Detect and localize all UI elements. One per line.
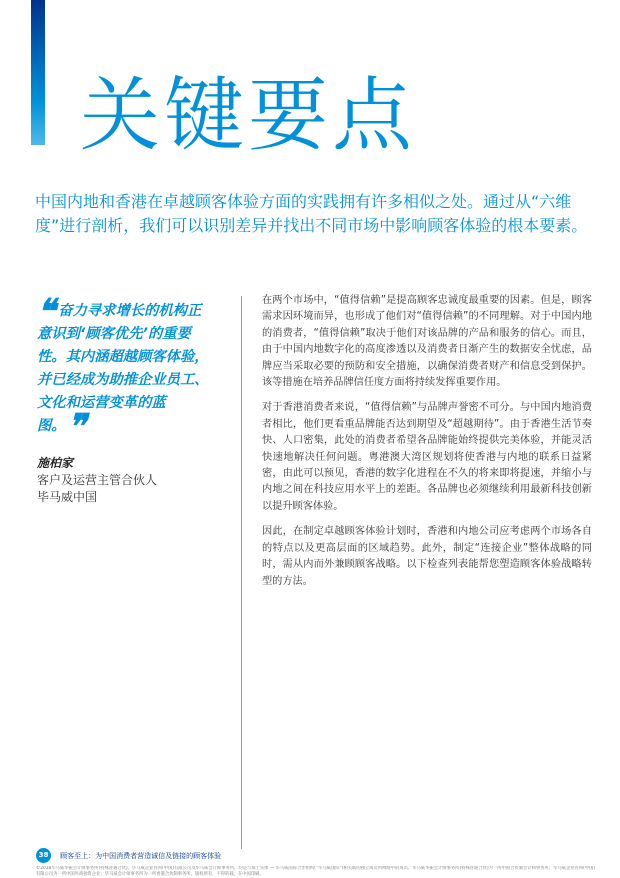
body-paragraph: 在两个市场中，“值得信赖”是提高顾客忠诚度最重要的因素。但是，顾客需求因环境而异，也形成了他们对“值得信赖”的不同理解。对于中国内地的消费者，“值得信赖”取决于他们对该品牌的产品和服务的信心。而且，由于中国内地数字化的高度渗透以及消费者日渐产生的数据安全忧虑，品牌应当采取必要的预防和安全措施，以确保消费者财产和信息受到保护。该等措施在培养品牌信任度方面将持续发挥重要作用。 — [262, 295, 592, 389]
column-divider — [241, 296, 242, 849]
quote-author-title: 客户及运营主管合伙人 — [37, 473, 158, 487]
body-column — [262, 293, 592, 599]
accent-bar — [31, 0, 45, 145]
page-title: 关键要点 — [80, 69, 416, 162]
running-title: 顾客至上：为中国消费者营造诚信及链接的顾客体验 — [60, 851, 222, 860]
quote-text-block — [37, 292, 212, 447]
close-quote-icon: ❞ — [67, 407, 86, 447]
open-quote-icon: ❝ — [37, 292, 56, 332]
pull-quote — [37, 292, 212, 506]
quote-text: 奋力寻求增长的机构正意识到‘顾客优先’的重要性。其内涵超越顾客体验，并已经成为助推企业员工、文化和运营变革的蓝图。 — [37, 303, 209, 434]
page-footer — [36, 845, 596, 878]
body-paragraph: 对于香港消费者来说，“值得信赖”与品牌声誉密不可分。与中国内地消费者相比，他们更看重品牌能否达到期望及“超越期待”。由于香港生活节奏快、人口密集，此处的消费者希望各品牌能始终提供完美体验，并能灵活快速地解决任何问题。粤港澳大湾区规划将使香港与内地的联系日益紧密，由此可以预见，香港的数字化进程在不久的将来即将提速，并缩小与内地之间在科技应用水平上的差距。各品牌也必须继续利用最新科技创新以提升顾客体验。 — [262, 402, 592, 512]
body-paragraph: 因此，在制定卓越顾客体验计划时，香港和内地公司应考虑两个市场各自的特点以及更高层面的区域趋势。此外，制定“连接企业”整体战略的同时，需从内而外兼顾顾客战略。以下检查列表能帮您塑造顾客体验战略转型的方法。 — [262, 526, 592, 587]
quote-author-org: 毕马威中国 — [37, 490, 98, 504]
page-number-badge: 38 — [36, 848, 51, 863]
quote-author-name: 施柏家 — [37, 456, 74, 470]
intro-paragraph: 中国内地和香港在卓越顾客体验方面的实践拥有许多相似之处。通过从“六维度”进行剖析，我们可以识别差异并找出不同市场中影响顾客体验的根本要素。 — [35, 192, 588, 235]
copyright-fine-print: ©2018毕马威华振会计师事务所(特殊普通合伙)、毕马威企业咨询(中国)有限公司及毕马威会计师事务所，均是与瑞士实体 — 毕马威国际合作组织(“毕马威国际”)相关联的独立成员所网络中的成员。毕马威华振会计师事务所(特殊普通合伙)为一所中国合伙制会计师事务所；毕马威企业咨询(中国)有限公司为一所中国外商独资企业；毕马威会计师事务所为一所香港合伙制事务所。版权所有，不得转载。在中国印刷。 — [36, 866, 596, 877]
